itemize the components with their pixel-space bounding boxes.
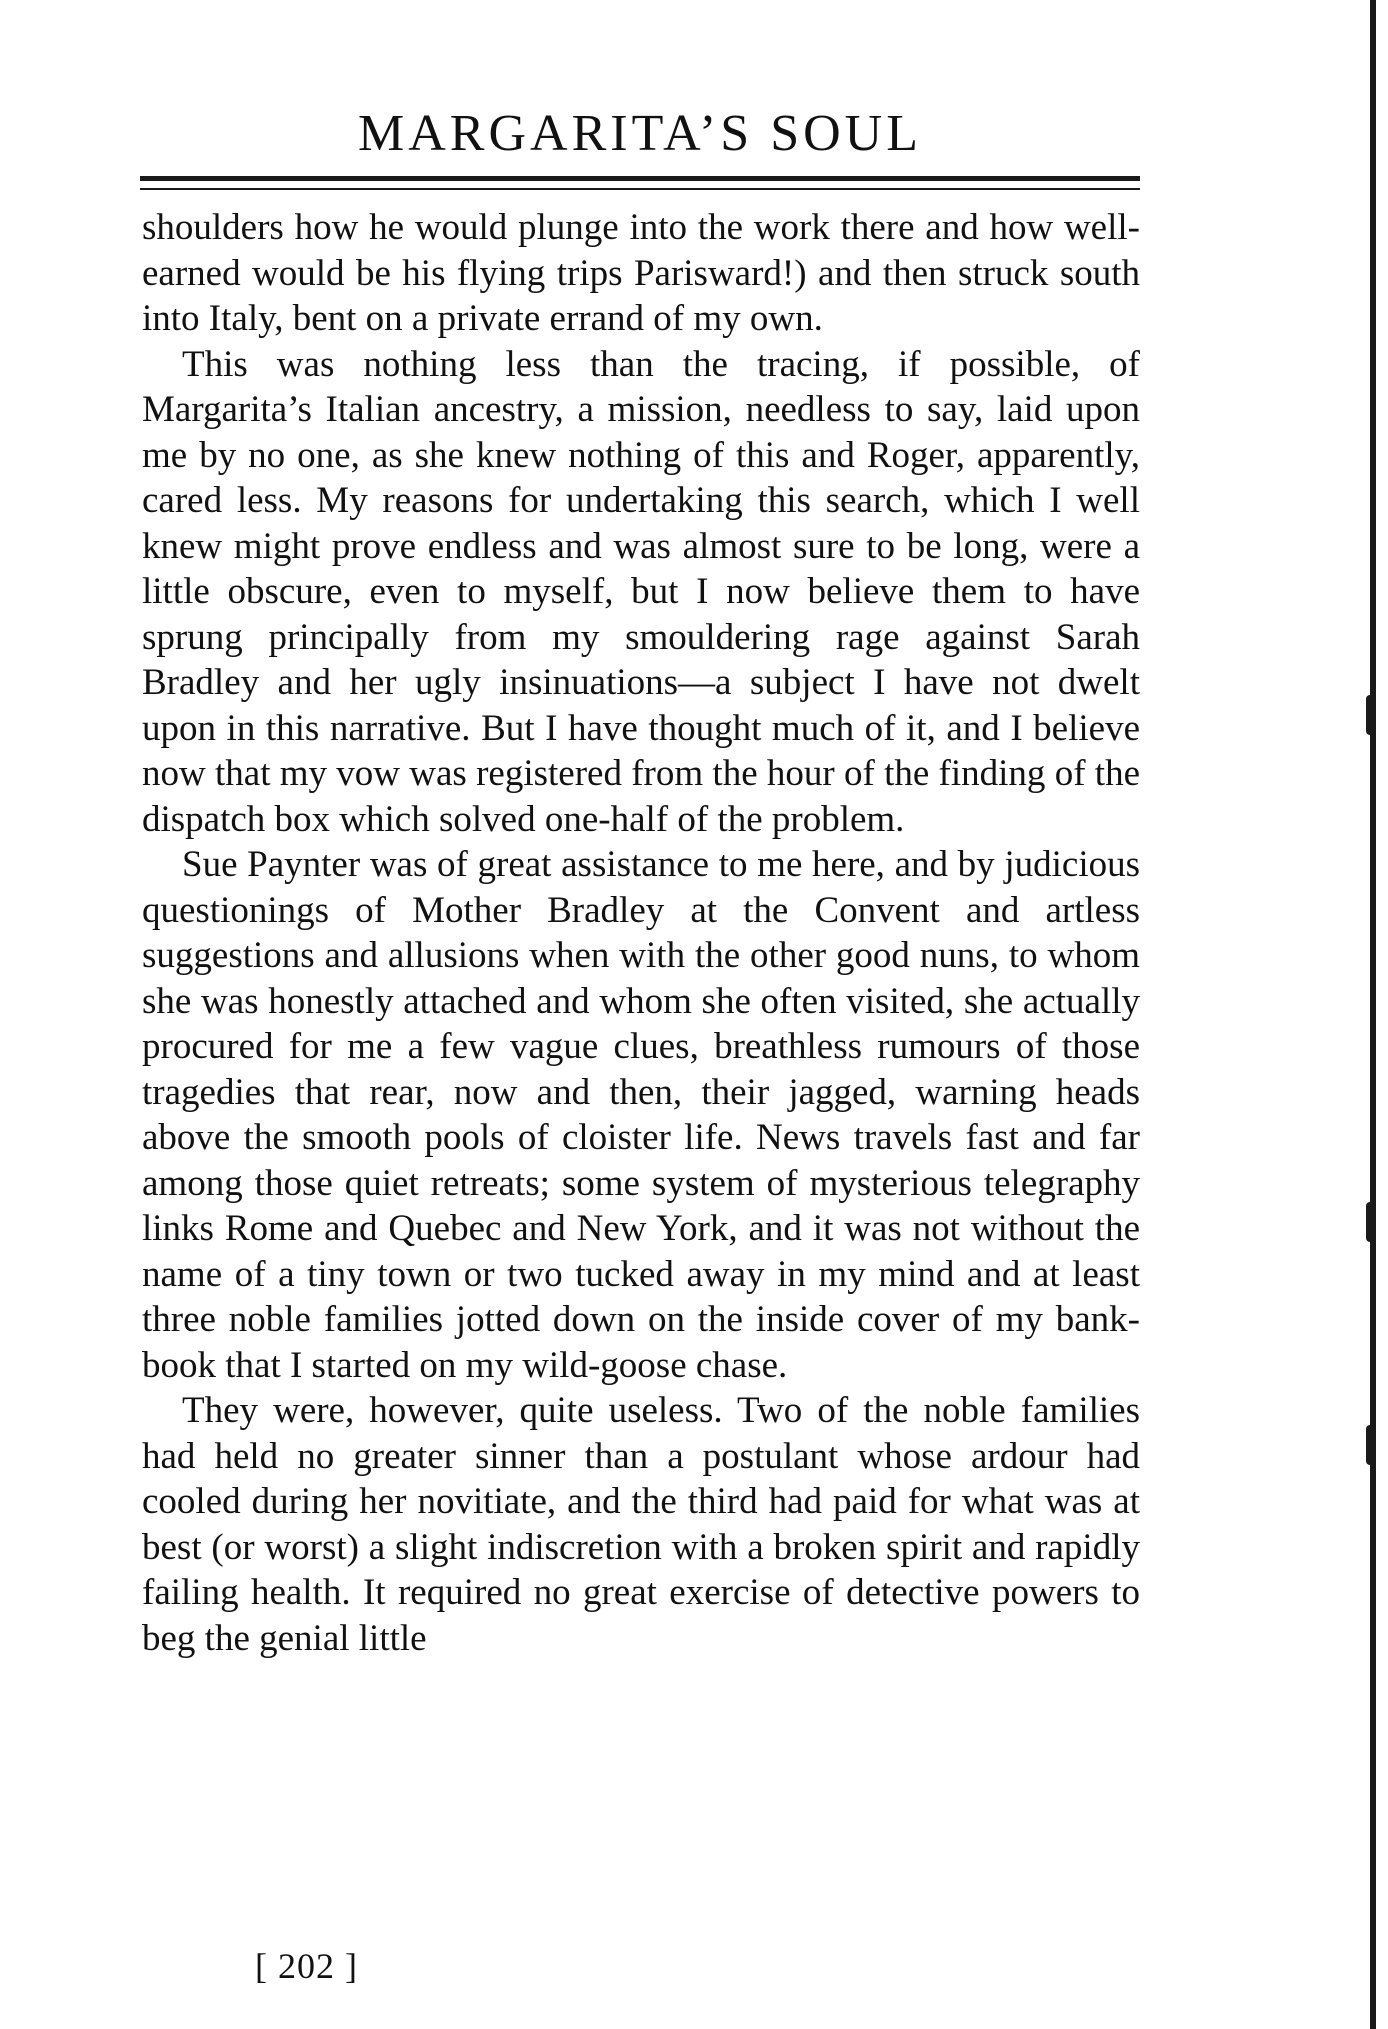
binding-mark: [1366, 1425, 1374, 1465]
binding-mark: [1366, 695, 1374, 735]
header-rule-thin: [140, 188, 1140, 190]
header-rule-thick: [140, 176, 1140, 181]
page-number: [ 202 ]: [255, 1946, 358, 1986]
binding-mark: [1366, 1202, 1374, 1242]
running-head: MARGARITA’S SOUL: [358, 105, 922, 162]
paragraph: shoulders how he would plunge into the work there and how well-earned would be his flying trips Parisward!) and then struck south into Italy, bent on a private errand of my own.: [142, 207, 1140, 339]
page-header: [140, 104, 1140, 164]
paragraph: They were, however, quite useless. Two of the noble families had held no greater sinner than a postulant whose ardour had cooled during her novitiate, and the third had paid for what was at best (or worst) a slight indiscretion with a broken spirit and rapidly failing health. It required no great exercise of detective powers to beg the genial little: [142, 1390, 1140, 1659]
page-binding-edge: [1370, 0, 1376, 2029]
paragraph: Sue Paynter was of great assistance to me here, and by judicious questionings of Mother Bradley at the Convent and artless suggestions and allusions when with the other good nuns, to whom she was honestly attached and whom she often visited, she actually procured for me a few vague clues, breathless rumours of those tragedies that rear, now and then, their jagged, warning heads above the smooth pools of cloister life. News travels fast and far among those quiet retreats; some system of mysterious telegraphy links Rome and Quebec and New York, and it was not without the name of a tiny town or two tucked away in my mind and at least three noble families jotted down on the inside cover of my bank-book that I started on my wild-goose chase.: [142, 844, 1140, 1386]
body-text: [142, 205, 1140, 1661]
paragraph: This was nothing less than the tracing, if possible, of Margarita’s Italian ancestry, a mission, needless to say, laid upon me by no one, as she knew nothing of this and Roger, apparently, cared less. My reasons for undertaking this search, which I well knew might prove endless and was almost sure to be long, were a little obscure, even to myself, but I now believe them to have sprung principally from my smouldering rage against Sarah Bradley and her ugly insinuations—a subject I have not dwelt upon in this narrative. But I have thought much of it, and I believe now that my vow was registered from the hour of the finding of the dispatch box which solved one-half of the problem.: [142, 343, 1140, 840]
